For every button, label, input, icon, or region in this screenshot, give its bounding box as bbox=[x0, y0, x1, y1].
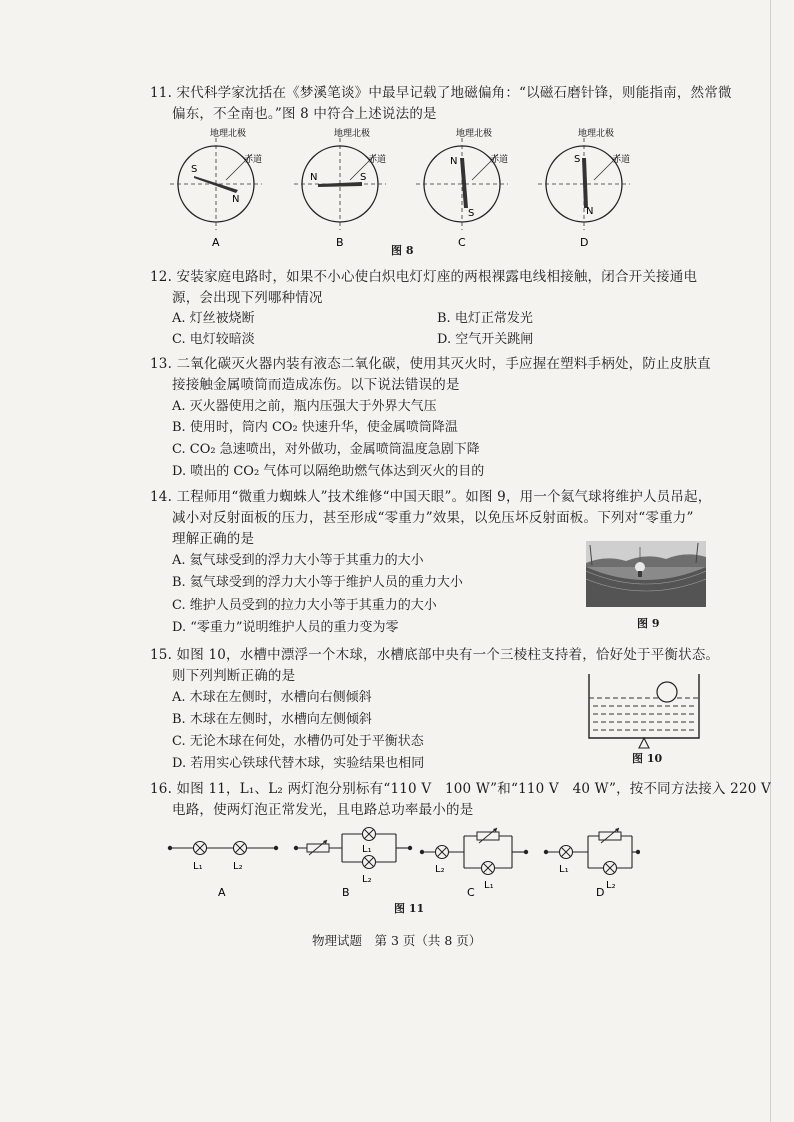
q16-stem-line1: 16. 如图 11，L₁、L₂ 两灯泡分别标有“110 V 100 W”和“110 V 40 W”，按不同方法接入 220 V bbox=[150, 781, 771, 797]
svg-text:N: N bbox=[232, 194, 240, 205]
q12-option-c: C. 电灯较暗淡 bbox=[172, 332, 255, 347]
svg-text:L₁: L₁ bbox=[484, 880, 494, 891]
figure-9-photo bbox=[586, 541, 706, 607]
scan-edge-line bbox=[770, 0, 771, 1122]
q15-stem-line1: 15. 如图 10，水槽中漂浮一个木球，水槽底部中央有一个三棱柱支持着，恰好处于平衡状态。 bbox=[150, 647, 720, 663]
svg-text:L₂: L₂ bbox=[362, 874, 372, 885]
q12-option-b: B. 电灯正常发光 bbox=[437, 311, 533, 326]
svg-text:A: A bbox=[218, 886, 226, 899]
compass-b bbox=[294, 127, 386, 249]
q14-option-a: A. 氦气球受到的浮力大小等于其重力的大小 bbox=[172, 553, 424, 568]
q14-option-d: D. “零重力”说明维护人员的重力变为零 bbox=[172, 620, 399, 635]
svg-text:L₂: L₂ bbox=[435, 864, 445, 875]
circuit-b bbox=[294, 828, 412, 900]
q15-option-c: C. 无论木球在何处，水槽仍可处于平衡状态 bbox=[172, 734, 424, 749]
svg-text:L₁: L₁ bbox=[559, 864, 569, 875]
q12-stem-line2: 源，会出现下列哪种情况 bbox=[172, 290, 323, 306]
svg-text:B: B bbox=[342, 886, 350, 899]
q16-stem-line2: 电路，使两灯泡正常发光，且电路总功率最小的是 bbox=[172, 802, 474, 818]
figure-11-circuits bbox=[160, 822, 640, 904]
q14-option-b: B. 氦气球受到的浮力大小等于维护人员的重力大小 bbox=[172, 575, 463, 590]
figure-8-compasses bbox=[160, 124, 640, 256]
svg-text:L₁: L₁ bbox=[193, 861, 203, 872]
q13-option-d: D. 喷出的 CO₂ 气体可以隔绝助燃气体达到灭火的目的 bbox=[172, 464, 485, 479]
svg-text:地理北极: 地理北极 bbox=[334, 129, 371, 139]
wooden-ball bbox=[657, 682, 677, 702]
q14-option-c: C. 维护人员受到的拉力大小等于其重力的大小 bbox=[172, 598, 437, 613]
compass-c bbox=[416, 127, 508, 249]
q13-stem-line1: 13. 二氧化碳灭火器内装有液态二氧化碳，使用其灭火时，手应握在塑料手柄处，防止皮肤直 bbox=[150, 356, 711, 372]
q11-stem-line2: 偏东，不全南也。”图 8 中符合上述说法的是 bbox=[172, 106, 437, 122]
circuit-a bbox=[168, 842, 278, 900]
svg-text:L₁: L₁ bbox=[362, 844, 372, 855]
q14-stem-line3: 理解正确的是 bbox=[172, 531, 255, 547]
page-footer: 物理试题 第 3 页（共 8 页） bbox=[312, 933, 482, 948]
svg-text:地理北极: 地理北极 bbox=[210, 129, 247, 139]
q12-stem-line1: 12. 安装家庭电路时，如果不小心使白炽电灯灯座的两根裸露电线相接触，闭合开关接通电 bbox=[150, 269, 698, 285]
svg-text:赤道: 赤道 bbox=[490, 155, 509, 165]
svg-text:D: D bbox=[596, 886, 605, 899]
svg-text:L₂: L₂ bbox=[606, 880, 616, 891]
figure-10-caption: 图 10 bbox=[632, 752, 663, 765]
q13-stem-line2: 接接触金属喷筒而造成冻伤。以下说法错误的是 bbox=[172, 377, 460, 393]
q12-option-a: A. 灯丝被烧断 bbox=[172, 311, 255, 326]
svg-text:N: N bbox=[450, 156, 458, 167]
q15-option-a: A. 木球在左侧时，水槽向右侧倾斜 bbox=[172, 690, 372, 705]
q15-stem-line2: 则下列判断正确的是 bbox=[172, 668, 296, 684]
q14-stem-line2: 减小对反射面板的压力，甚至形成“零重力”效果，以免压坏反射面板。下列对“零重力” bbox=[172, 510, 694, 526]
figure-9-caption: 图 9 bbox=[637, 617, 660, 630]
q14-stem-line1: 14. 工程师用“微重力蜘蛛人”技术维修“中国天眼”。如图 9，用一个氦气球将维护人员吊起， bbox=[150, 489, 712, 505]
compass-d bbox=[538, 127, 630, 249]
svg-text:S: S bbox=[468, 208, 475, 219]
q11-stem-line1: 11. 宋代科学家沈括在《梦溪笔谈》中最早记载了地磁偏角：“以磁石磨针锋，则能指南，然常微 bbox=[150, 85, 732, 101]
compass-a bbox=[170, 127, 262, 249]
svg-text:N: N bbox=[310, 172, 318, 183]
q13-option-a: A. 灭火器使用之前，瓶内压强大于外界大气压 bbox=[172, 399, 437, 414]
svg-text:S: S bbox=[574, 154, 581, 165]
circuit-c bbox=[420, 828, 528, 899]
svg-text:地理北极: 地理北极 bbox=[456, 129, 493, 139]
svg-text:C: C bbox=[467, 886, 475, 899]
svg-text:地理北极: 地理北极 bbox=[578, 129, 615, 139]
prism-support bbox=[639, 738, 649, 748]
q15-option-d: D. 若用实心铁球代替木球，实验结果也相同 bbox=[172, 756, 425, 771]
circuit-d bbox=[544, 828, 640, 899]
svg-text:A: A bbox=[212, 236, 220, 249]
svg-text:赤道: 赤道 bbox=[368, 155, 387, 165]
q15-option-b: B. 木球在左侧时，水槽向左侧倾斜 bbox=[172, 712, 372, 727]
q13-option-c: C. CO₂ 急速喷出，对外做功，金属喷筒温度急剧下降 bbox=[172, 442, 480, 457]
svg-text:S: S bbox=[191, 164, 198, 175]
svg-text:S: S bbox=[360, 172, 367, 183]
q13-option-b: B. 使用时，筒内 CO₂ 快速升华，使金属喷筒降温 bbox=[172, 420, 458, 435]
figure-10-water-tank bbox=[585, 670, 705, 750]
q12-option-d: D. 空气开关跳闸 bbox=[437, 332, 534, 347]
figure-11-caption: 图 11 bbox=[394, 902, 425, 915]
svg-text:B: B bbox=[336, 236, 344, 249]
figure-8-caption: 图 8 bbox=[391, 244, 414, 257]
svg-text:L₂: L₂ bbox=[233, 861, 243, 872]
svg-text:D: D bbox=[580, 236, 589, 249]
svg-text:N: N bbox=[586, 206, 594, 217]
svg-text:C: C bbox=[458, 236, 466, 249]
svg-text:赤道: 赤道 bbox=[244, 155, 263, 165]
svg-text:赤道: 赤道 bbox=[612, 155, 631, 165]
